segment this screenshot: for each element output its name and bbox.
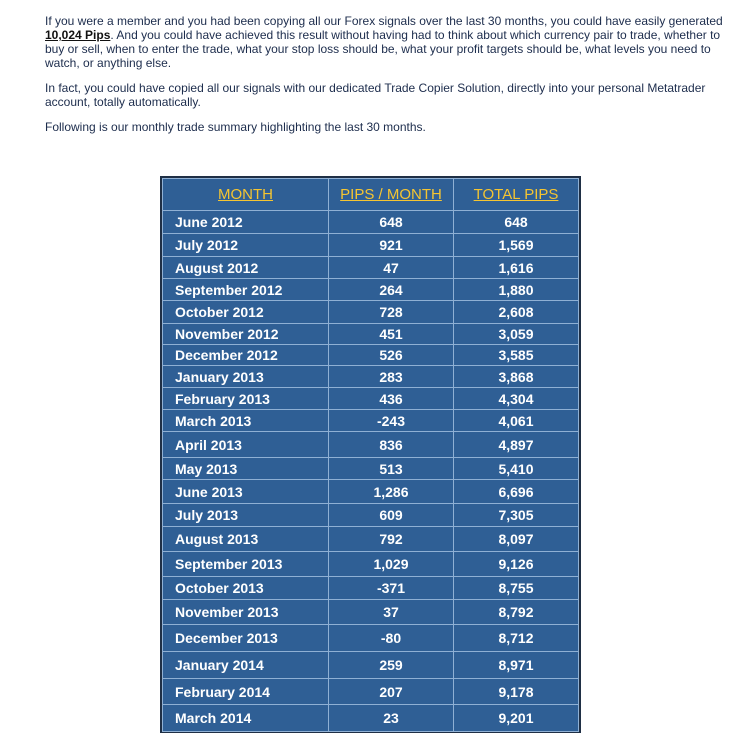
month-cell: March 2014 [163, 705, 329, 732]
total-pips-cell: 3,868 [454, 366, 579, 388]
total-pips-cell: 9,126 [454, 552, 579, 577]
total-pips-highlight: 10,024 Pips [45, 28, 111, 42]
month-cell: June 2012 [163, 211, 329, 234]
table-header-row [163, 179, 579, 211]
month-cell: December 2012 [163, 345, 329, 366]
total-pips-cell: 7,305 [454, 504, 579, 527]
table-row [163, 504, 579, 527]
pips-month-cell: 451 [329, 324, 454, 345]
pips-month-cell: 648 [329, 211, 454, 234]
table-row [163, 458, 579, 480]
table-row [163, 366, 579, 388]
total-pips-cell: 3,059 [454, 324, 579, 345]
intro-paragraph-3: Following is our monthly trade summary highlighting the last 30 months. [45, 120, 426, 134]
total-pips-cell: 8,792 [454, 600, 579, 625]
table-row [163, 410, 579, 432]
pips-month-cell: 1,286 [329, 480, 454, 504]
month-cell: February 2013 [163, 388, 329, 410]
table-row [163, 257, 579, 279]
total-pips-cell: 8,755 [454, 577, 579, 600]
pips-month-cell: 259 [329, 652, 454, 679]
table-row [163, 279, 579, 301]
table-row [163, 480, 579, 504]
pips-month-cell: 23 [329, 705, 454, 732]
month-cell: January 2013 [163, 366, 329, 388]
table-row [163, 388, 579, 410]
month-cell: March 2013 [163, 410, 329, 432]
total-pips-cell: 648 [454, 211, 579, 234]
month-cell: August 2013 [163, 527, 329, 552]
month-cell: July 2012 [163, 234, 329, 257]
total-pips-cell: 3,585 [454, 345, 579, 366]
month-cell: February 2014 [163, 679, 329, 705]
pips-month-cell: 792 [329, 527, 454, 552]
pips-month-cell: 436 [329, 388, 454, 410]
header-month: MONTH [163, 179, 329, 211]
table-row [163, 652, 579, 679]
monthly-trade-summary-table [162, 178, 579, 732]
total-pips-cell: 1,569 [454, 234, 579, 257]
pips-month-cell: 1,029 [329, 552, 454, 577]
total-pips-cell: 5,410 [454, 458, 579, 480]
month-cell: July 2013 [163, 504, 329, 527]
pips-month-cell: 609 [329, 504, 454, 527]
total-pips-cell: 9,178 [454, 679, 579, 705]
table-row [163, 432, 579, 458]
total-pips-cell: 8,971 [454, 652, 579, 679]
total-pips-cell: 8,097 [454, 527, 579, 552]
month-cell: September 2013 [163, 552, 329, 577]
intro-text [45, 14, 725, 145]
intro-paragraph-2: In fact, you could have copied all our signals with our dedicated Trade Copier Solution, directly into your personal Metatrader account, totally automatically. [45, 81, 706, 109]
total-pips-cell: 1,616 [454, 257, 579, 279]
intro-p1-start: If you were a member and you had been copying all our Forex signals over the last 30 months, you could have easily generated [45, 14, 723, 28]
total-pips-cell: 4,897 [454, 432, 579, 458]
pips-month-cell: 264 [329, 279, 454, 301]
pips-month-cell: 47 [329, 257, 454, 279]
table-row [163, 705, 579, 732]
table-row [163, 552, 579, 577]
pips-month-cell: 283 [329, 366, 454, 388]
table-row [163, 301, 579, 324]
pips-month-cell: -80 [329, 625, 454, 652]
table-row [163, 577, 579, 600]
total-pips-cell: 2,608 [454, 301, 579, 324]
month-cell: December 2013 [163, 625, 329, 652]
month-cell: August 2012 [163, 257, 329, 279]
pips-month-cell: -371 [329, 577, 454, 600]
total-pips-cell: 6,696 [454, 480, 579, 504]
month-cell: April 2013 [163, 432, 329, 458]
total-pips-cell: 8,712 [454, 625, 579, 652]
table-row [163, 600, 579, 625]
month-cell: May 2013 [163, 458, 329, 480]
pips-month-cell: 37 [329, 600, 454, 625]
header-total-pips: TOTAL PIPS [454, 179, 579, 211]
table-row [163, 324, 579, 345]
pips-month-cell: 526 [329, 345, 454, 366]
header-pips-month: PIPS / MONTH [329, 179, 454, 211]
table-row [163, 527, 579, 552]
pips-month-cell: 513 [329, 458, 454, 480]
intro-paragraph-1 [45, 14, 725, 70]
table-row [163, 625, 579, 652]
table-row [163, 345, 579, 366]
table-row [163, 679, 579, 705]
total-pips-cell: 4,304 [454, 388, 579, 410]
total-pips-cell: 9,201 [454, 705, 579, 732]
month-cell: January 2014 [163, 652, 329, 679]
table-row [163, 211, 579, 234]
month-cell: November 2012 [163, 324, 329, 345]
intro-p1-end: . And you could have achieved this result without having had to think about which currency pair to trade, whether to buy or sell, when to enter the trade, what your stop loss should be, what your profit targets should be, what levels you need to watch, or anything else. [45, 28, 721, 70]
month-cell: October 2013 [163, 577, 329, 600]
table-row [163, 234, 579, 257]
pips-month-cell: 728 [329, 301, 454, 324]
pips-month-cell: -243 [329, 410, 454, 432]
pips-month-cell: 207 [329, 679, 454, 705]
total-pips-cell: 1,880 [454, 279, 579, 301]
pips-month-cell: 921 [329, 234, 454, 257]
pips-month-cell: 836 [329, 432, 454, 458]
month-cell: June 2013 [163, 480, 329, 504]
month-cell: November 2013 [163, 600, 329, 625]
month-cell: October 2012 [163, 301, 329, 324]
month-cell: September 2012 [163, 279, 329, 301]
total-pips-cell: 4,061 [454, 410, 579, 432]
table-body [163, 211, 579, 732]
